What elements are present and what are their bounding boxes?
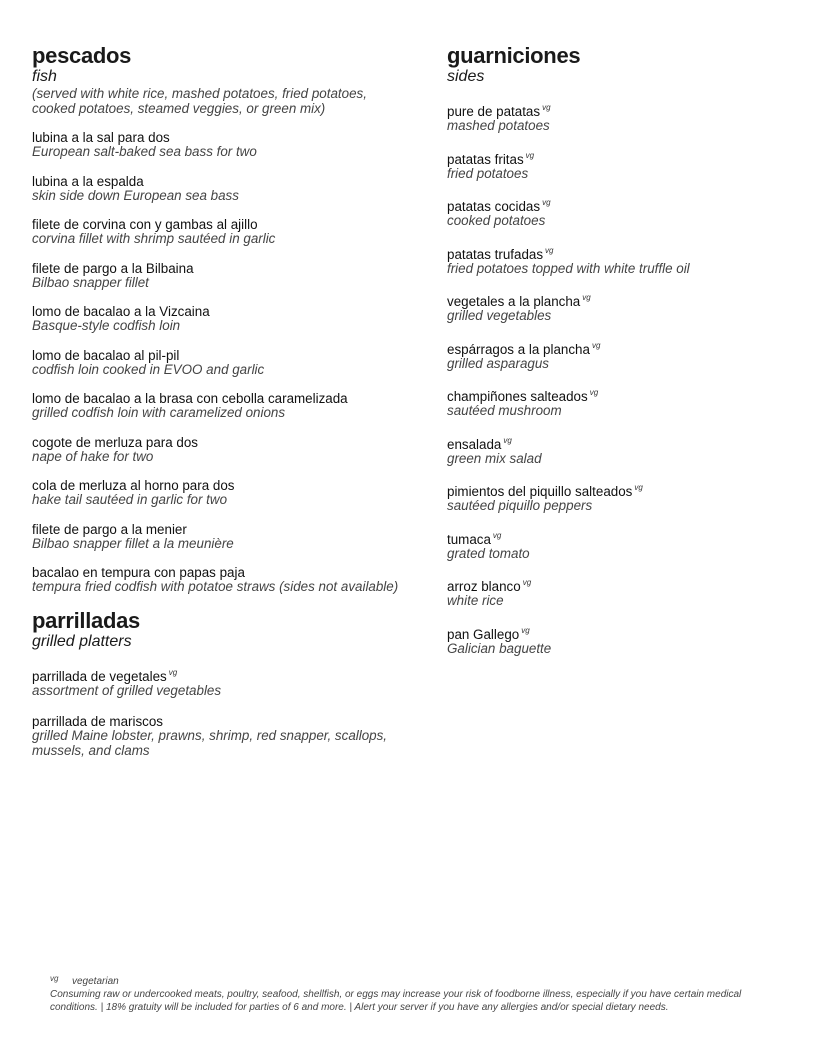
menu-item — [32, 714, 402, 758]
menu-item-name — [32, 714, 402, 729]
menu-item-description: tempura fried codfish with potatoe straws (sides not available) — [32, 579, 399, 594]
menu-list — [447, 100, 797, 656]
section-title: parrilladas — [32, 607, 140, 633]
menu-item-name — [32, 304, 402, 319]
menu-item-description: codfish loin cooked in EVOO and garlic — [32, 361, 265, 377]
menu-item-name — [32, 565, 402, 580]
menu-item-name-text: bacalao en tempura con papas paja — [32, 565, 245, 580]
menu-item-name — [447, 575, 797, 594]
menu-item-name — [32, 522, 402, 537]
menu-item-name — [32, 261, 402, 276]
disclaimer: Consuming raw or undercooked meats, poultry, seafood, shellfish, or eggs may increase your risk of foodborne illness, especially if you have certain medical conditions. | 18% gratuity will be included for parties of 6 and more. | Alert your server if you have any allergies and/or special dietary needs. — [50, 989, 742, 1013]
menu-item-name-text: patatas cocidas — [447, 199, 541, 214]
menu-item-name — [32, 348, 402, 363]
vegetarian-mark: vg — [525, 150, 535, 160]
menu-item — [32, 348, 402, 378]
menu-item-name — [32, 391, 402, 406]
menu-item-name-text: lubina a la espalda — [32, 173, 144, 189]
menu-item-description: grilled codfish loin with caramelized onions — [32, 405, 286, 420]
menu-item — [32, 478, 402, 508]
menu-item-name-text: ensalada — [447, 436, 502, 452]
menu-item-description: assortment of grilled vegetables — [32, 682, 222, 698]
menu-item-description: green mix salad — [447, 450, 542, 466]
menu-item-name-text: vegetales a la plancha — [447, 294, 581, 309]
menu-item-name — [32, 217, 402, 232]
menu-item — [447, 480, 797, 514]
menu-item-name-text: tumaca — [447, 531, 491, 547]
menu-item-name — [447, 100, 797, 119]
menu-item-description: nape of hake for two — [32, 448, 154, 464]
menu-item — [32, 130, 402, 160]
section-title: guarniciones — [447, 43, 581, 68]
vegetarian-mark: vg — [589, 388, 599, 397]
menu-item — [447, 528, 797, 562]
menu-item — [32, 261, 402, 291]
menu-item-description: Bilbao snapper fillet — [32, 274, 149, 290]
menu-item-name-text: arroz blanco — [447, 579, 521, 594]
menu-item-description: sautéed mushroom — [447, 403, 562, 418]
vegetarian-mark: vg — [634, 483, 643, 492]
menu-item-name — [447, 433, 797, 452]
vegetarian-mark: vg — [582, 293, 591, 302]
menu-item-name-text: filete de pargo a la menier — [32, 521, 187, 537]
vegetarian-mark: vg — [542, 198, 551, 207]
vegetarian-mark: vg — [168, 667, 178, 677]
menu-item-name — [447, 385, 797, 404]
menu-item-description: mashed potatoes — [447, 118, 550, 133]
menu-item-description: corvina fillet with shrimp sautéed in garlic — [32, 231, 276, 246]
menu-item — [447, 575, 797, 609]
menu-item — [32, 304, 402, 334]
menu-item-name — [32, 174, 402, 189]
menu-item-name — [447, 480, 797, 499]
menu-item-name-text: cogote de merluza para dos — [32, 434, 198, 450]
menu-item-name-text: patatas trufadas — [447, 246, 544, 262]
vegetarian-mark: vg — [521, 625, 530, 635]
fish-section — [32, 44, 402, 595]
section-subtitle: grilled platters — [32, 632, 132, 650]
menu-item — [447, 433, 797, 467]
menu-item-name-text: pan Gallego — [447, 626, 520, 642]
menu-item — [32, 565, 402, 595]
platters-section — [32, 609, 402, 759]
menu-item — [32, 217, 402, 247]
menu-item-description: Bilbao snapper fillet a la meunière — [32, 535, 234, 551]
menu-item-description: Basque-style codfish loin — [32, 318, 181, 333]
menu-item-name — [32, 130, 402, 145]
menu-list — [32, 130, 402, 595]
left-column — [32, 44, 402, 774]
menu-item — [447, 100, 797, 134]
menu-item-name — [447, 338, 797, 357]
right-column — [447, 44, 797, 670]
vegetarian-mark: vg — [542, 103, 551, 112]
menu-item-description: fried potatoes topped with white truffle oil — [447, 260, 690, 276]
menu-item — [32, 435, 402, 465]
menu-item-description: European salt-baked sea bass for two — [32, 144, 257, 159]
menu-item-name-text: lomo de bacalao a la brasa con cebolla caramelizada — [32, 391, 348, 406]
menu-item — [447, 338, 797, 372]
menu-item-name-text: parrillada de vegetales — [32, 668, 167, 684]
menu-item-name-text: lubina a la sal para dos — [32, 130, 170, 145]
menu-item — [447, 195, 797, 229]
menu-item-name — [447, 528, 797, 547]
menu-item-description: cooked potatoes — [447, 213, 546, 228]
menu-item-description: hake tail sautéed in garlic for two — [32, 492, 228, 507]
menu-item — [32, 391, 402, 421]
vegetarian-mark: vg — [522, 578, 532, 587]
menu-item-name-text: lomo de bacalao al pil-pil — [32, 347, 180, 363]
menu-item-name — [32, 665, 402, 684]
menu-item — [32, 522, 402, 552]
menu-item-name-text: lomo de bacalao a la Vizcaina — [32, 304, 210, 319]
section-note: (served with white rice, mashed potatoes, fried potatoes, cooked potatoes, steamed veggies, or green mix) — [32, 86, 367, 116]
menu-item-name — [32, 478, 402, 493]
menu-item — [447, 148, 797, 182]
menu-item — [32, 665, 402, 699]
menu-item-name — [447, 290, 797, 309]
vegetarian-mark: vg — [503, 435, 512, 445]
menu-item-description: grilled Maine lobster, prawns, shrimp, red snapper, scallops, mussels, and clams — [32, 728, 388, 758]
menu-item-name — [447, 148, 797, 167]
menu-item-name — [447, 243, 797, 262]
menu-item-name-text: pimientos del piquillo salteados — [447, 484, 633, 499]
footer — [50, 972, 770, 1014]
menu-item-name — [32, 435, 402, 450]
menu-item-name — [447, 623, 797, 642]
vegetarian-mark: vg — [492, 530, 502, 540]
vegetarian-legend — [50, 972, 770, 988]
menu-item-description: skin side down European sea bass — [32, 187, 239, 203]
menu-item-name-text: filete de pargo a la Bilbaina — [32, 260, 194, 276]
vg-mark: vg — [50, 974, 59, 983]
menu-item — [447, 243, 797, 277]
section-subtitle: fish — [32, 68, 57, 85]
menu-item-name-text: espárragos a la plancha — [447, 341, 590, 357]
menu-item-description: fried potatoes — [447, 165, 529, 181]
menu-list — [32, 665, 402, 759]
menu-item-description: grilled asparagus — [447, 355, 549, 371]
menu-item-name-text: patatas fritas — [447, 151, 524, 167]
menu-item-name-text: cola de merluza al horno para dos — [32, 478, 235, 493]
menu-item-description: grated tomato — [447, 545, 530, 561]
menu-item — [447, 385, 797, 419]
menu-item — [447, 290, 797, 324]
menu-item-description: Galician baguette — [447, 640, 552, 656]
menu-item-name-text: filete de corvina con y gambas al ajillo — [32, 217, 258, 232]
menu-item-name-text: parrillada de mariscos — [32, 714, 163, 729]
menu-item — [447, 623, 797, 657]
menu-item-name-text: champiñones salteados — [447, 389, 588, 404]
menu-item-description: white rice — [447, 593, 504, 608]
menu-item-name — [447, 195, 797, 214]
sides-section — [447, 44, 797, 656]
menu-item — [32, 174, 402, 204]
section-title: pescados — [32, 43, 132, 68]
legend-label: vegetarian — [72, 976, 119, 987]
menu-item-description: grilled vegetables — [447, 308, 552, 323]
menu-item-description: sautéed piquillo peppers — [447, 498, 593, 513]
vegetarian-mark: vg — [545, 245, 554, 255]
section-subtitle: sides — [447, 68, 485, 85]
menu-item-name-text: pure de patatas — [447, 104, 541, 119]
vegetarian-mark: vg — [591, 340, 601, 350]
